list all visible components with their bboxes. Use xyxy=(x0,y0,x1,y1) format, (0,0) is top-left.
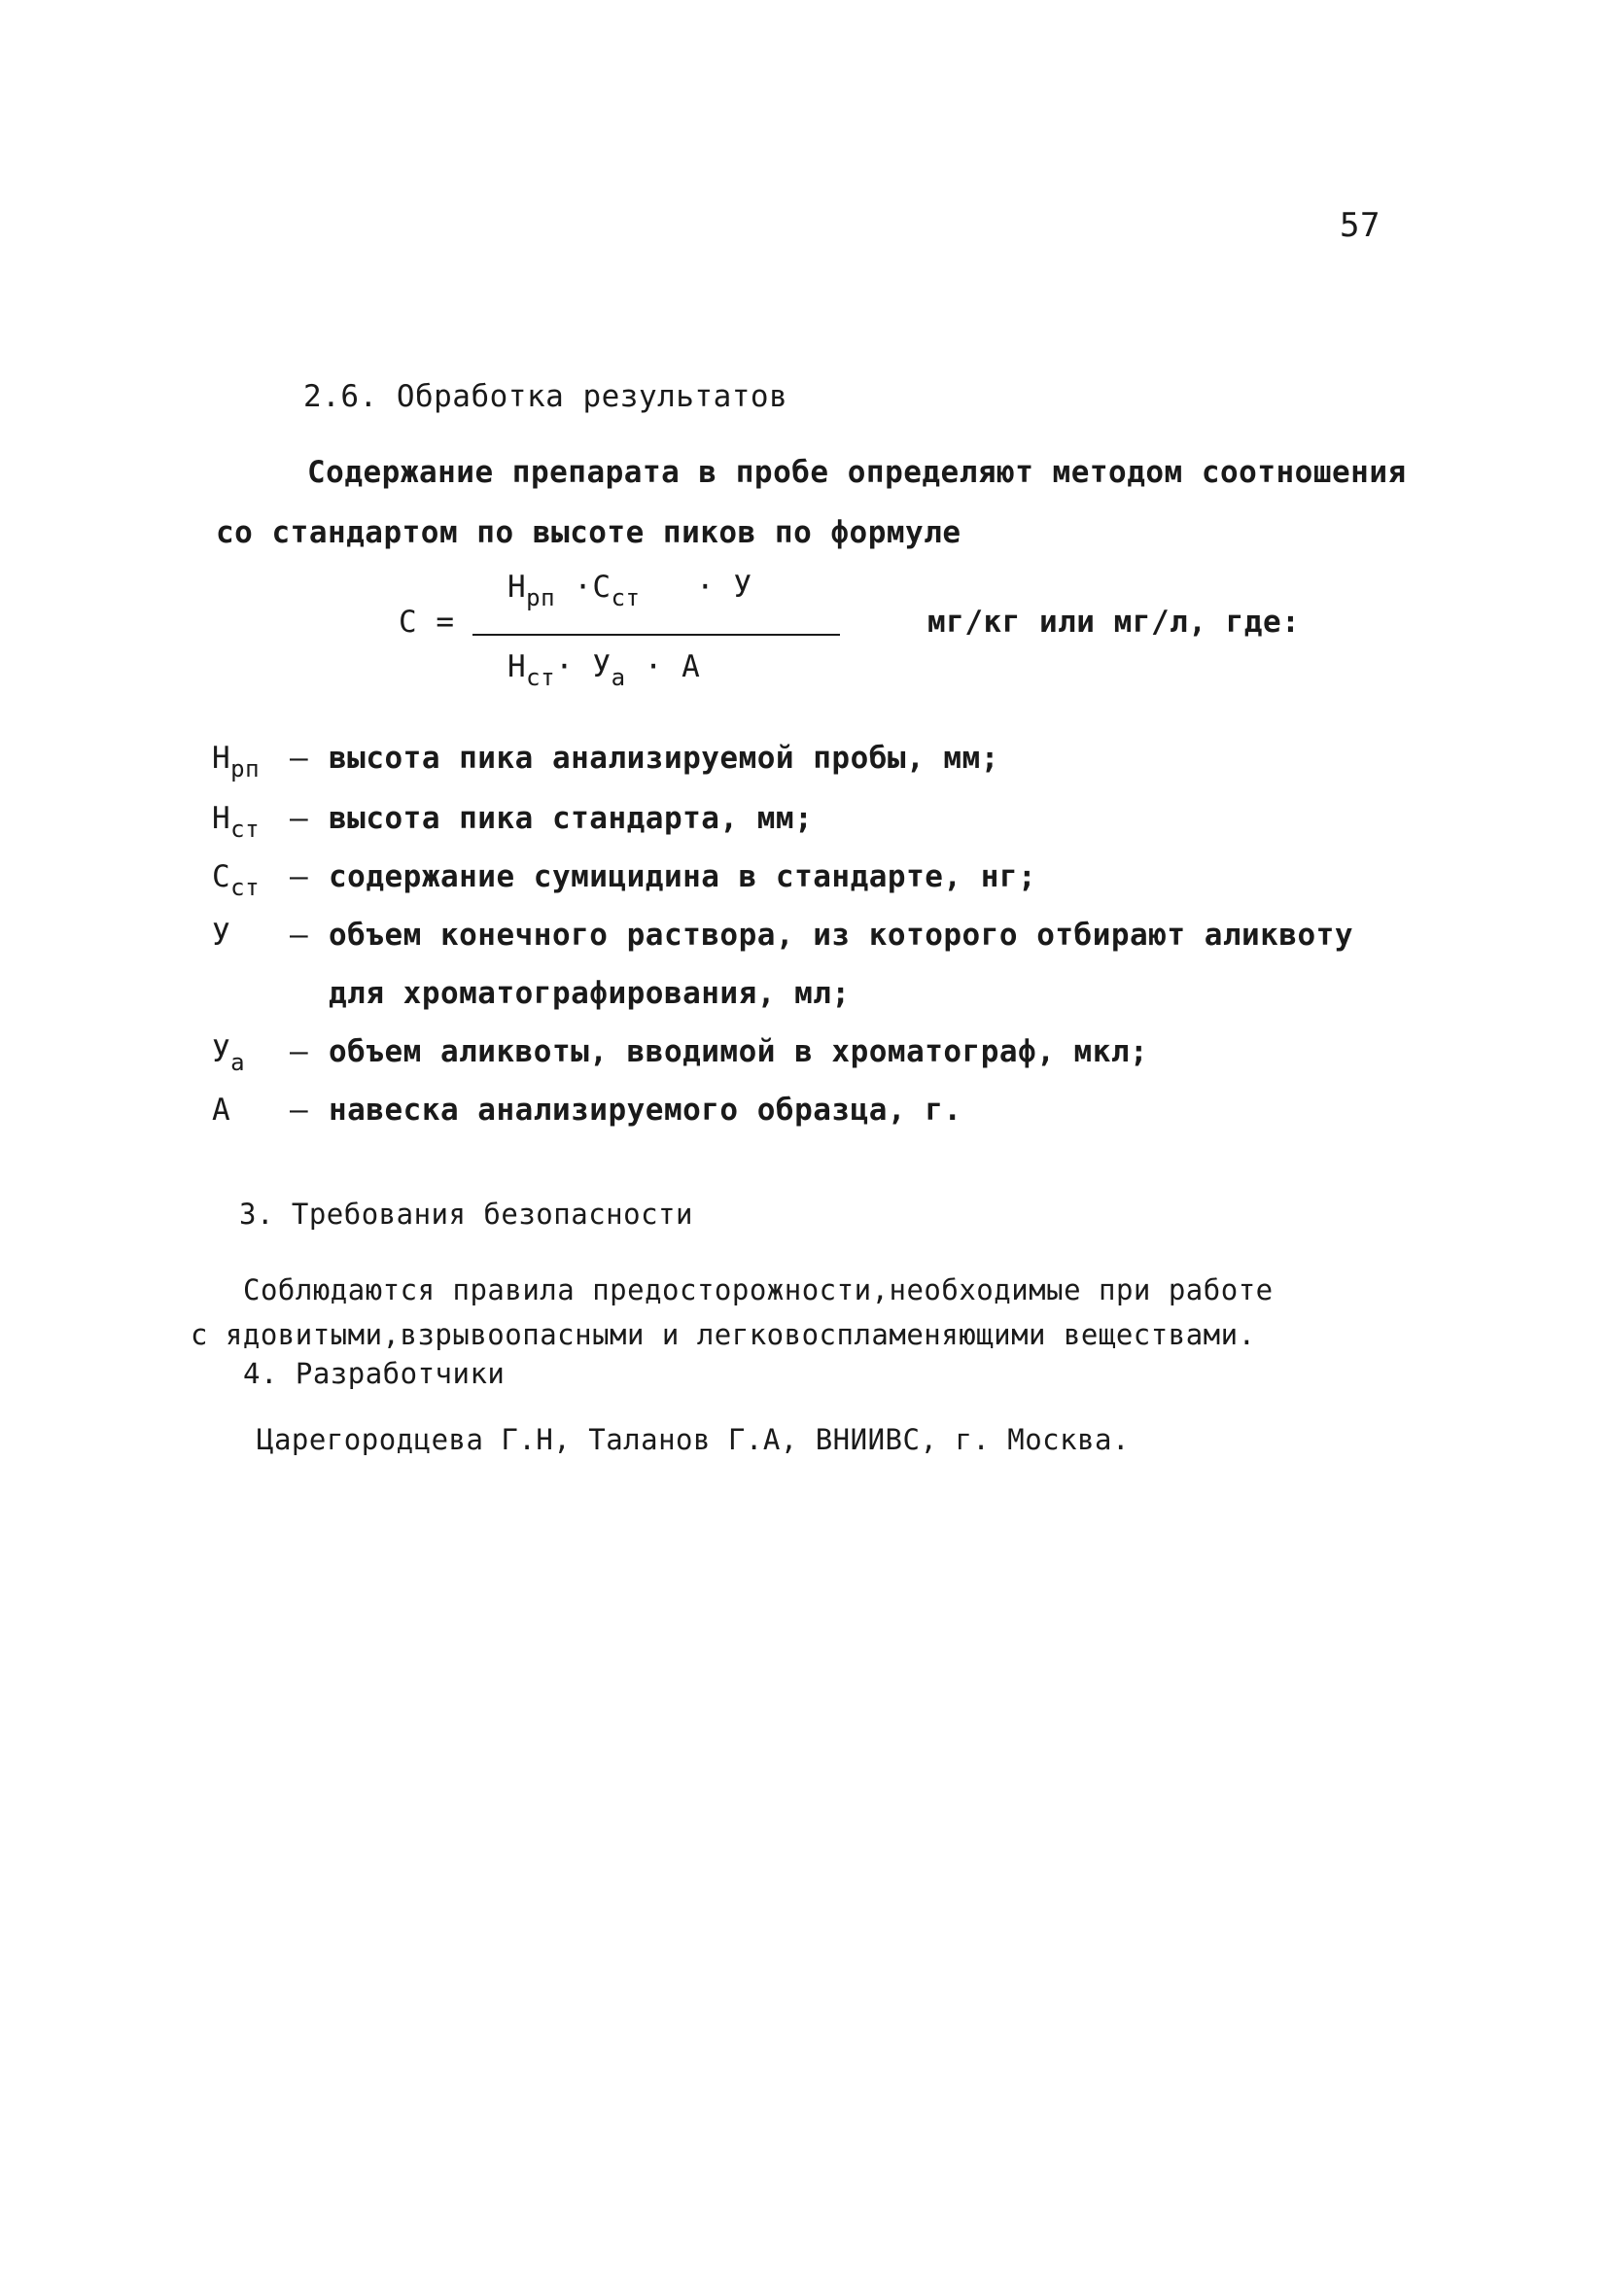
definition-dash: – xyxy=(290,1034,309,1069)
section-2-6-intro-line2: со стандартом по высоте пиков по формуле xyxy=(216,515,961,550)
definition-symbol: $Н_{ст}$ xyxy=(212,801,261,843)
section-4-heading: 4. Разработчики xyxy=(243,1357,506,1390)
formula-den-dot2: · xyxy=(644,649,663,684)
formula-denominator xyxy=(507,649,701,691)
definition-text: навеска анализируемого образца, г. xyxy=(329,1093,962,1128)
formula-den-a: А xyxy=(682,649,701,684)
formula-units: мг/кг или мг/л, где: xyxy=(927,605,1301,640)
formula-fraction-line xyxy=(472,634,840,636)
definition-dash: – xyxy=(290,859,309,894)
section-4-authors: Царегородцева Г.Н, Таланов Г.А, ВНИИВС, г. Москва. xyxy=(257,1423,1130,1456)
formula-num-c-sub: ст xyxy=(611,584,641,611)
definition-text: объем конечного раствора, из которого отбирают аликвоту xyxy=(329,918,1353,953)
formula-num-v: У xyxy=(733,570,752,605)
section-2-6-intro-line1: Содержание препарата в пробе определяют методом соотношения xyxy=(307,455,1407,490)
formula-num-h-sub: рп xyxy=(526,584,556,611)
formula-den-v-sub: а xyxy=(611,664,626,691)
definition-symbol: У xyxy=(212,918,231,953)
definition-dash: – xyxy=(290,918,309,953)
formula-den-h: Н xyxy=(507,649,527,684)
formula-num-h: Н xyxy=(507,570,527,605)
formula-numerator xyxy=(507,570,752,611)
definition-symbol: $Н_{рп}$ xyxy=(212,741,261,783)
definition-symbol: А xyxy=(212,1093,231,1128)
definition-dash: – xyxy=(290,801,309,836)
section-3-line1: Соблюдаются правила предосторожности,необходимые при работе xyxy=(243,1273,1274,1306)
definition-symbol: $У_а$ xyxy=(212,1034,246,1076)
section-3-line2: с ядовитыми,взрывоопасными и легковоспламеняющими веществами. xyxy=(191,1318,1256,1351)
definition-text: для хроматографирования, мл; xyxy=(329,976,851,1011)
definition-dash: – xyxy=(290,741,309,776)
formula-num-dot2: · xyxy=(696,570,716,605)
section-3-heading: 3. Требования безопасности xyxy=(239,1198,693,1231)
definition-text: высота пика анализируемой пробы, мм; xyxy=(329,741,999,776)
formula-num-dot1: · xyxy=(574,570,593,605)
formula-num-c: С xyxy=(592,570,612,605)
formula-den-dot1: · xyxy=(555,649,575,684)
definition-symbol: $С_{ст}$ xyxy=(212,859,261,901)
formula-den-v: У xyxy=(592,649,612,684)
definition-text: объем аликвоты, вводимой в хроматограф, мкл; xyxy=(329,1034,1149,1069)
formula-den-h-sub: ст xyxy=(526,664,556,691)
definition-text: высота пика стандарта, мм; xyxy=(329,801,814,836)
formula-lhs: С = xyxy=(399,605,455,640)
section-2-6-heading: 2.6. Обработка результатов xyxy=(303,379,788,414)
page-number: 57 xyxy=(1340,206,1381,245)
definition-text: содержание сумицидина в стандарте, нг; xyxy=(329,859,1037,894)
definition-dash: – xyxy=(290,1093,309,1128)
